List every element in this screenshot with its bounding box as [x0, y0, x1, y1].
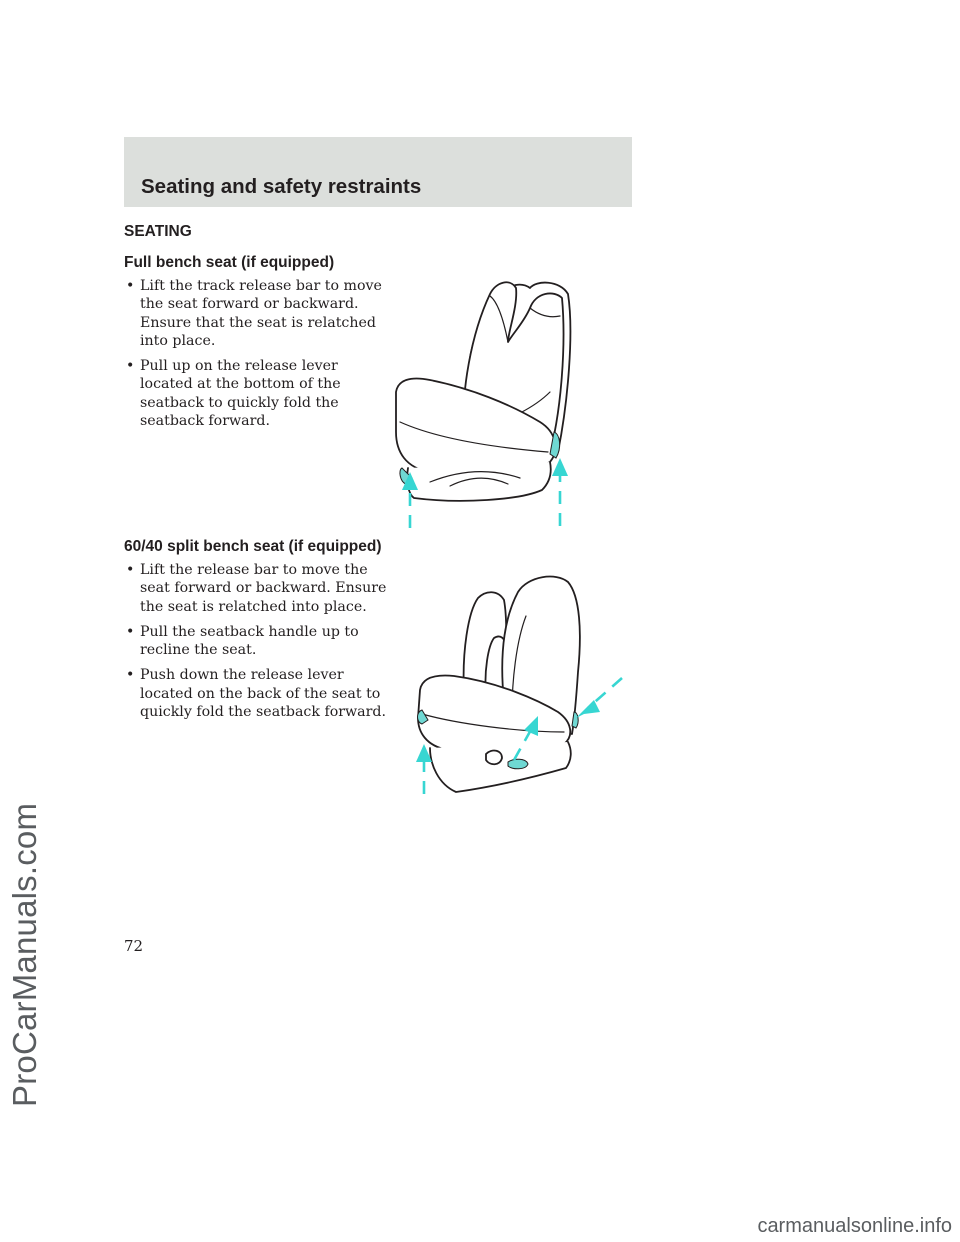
full-bench-seat-illustration: [390, 272, 590, 530]
list-item: • Pull up on the release lever located at the bottom of the seatback to quickly fold the seatback forward.: [126, 358, 341, 430]
bullet-list-full-bench: [124, 277, 394, 437]
recline-knob-icon: [486, 751, 502, 765]
subsection-heading-split-bench: 60/40 split bench seat (if equipped): [124, 538, 382, 555]
seatback-handle-icon: [508, 759, 528, 769]
list-item: • Push down the release lever located on the back of the seat to quickly fold the seatback forward.: [126, 667, 387, 721]
arrow-head-up-icon: [552, 458, 568, 476]
bullet-glyph: •: [126, 278, 135, 294]
list-item: • Pull the seatback handle up to recline the seat.: [126, 623, 359, 659]
page-header-title: Seating and safety restraints: [141, 175, 422, 198]
list-item: • Lift the track release bar to move the seat forward or backward. Ensure that the seat is relatched into place.: [126, 278, 382, 349]
footer-watermark: carmanualsonline.info: [757, 1215, 952, 1237]
split-bench-seat-illustration: [408, 572, 630, 802]
bullet-glyph: •: [126, 667, 135, 684]
subsection-heading-full-bench: Full bench seat (if equipped): [124, 254, 335, 271]
side-watermark: ProCarManuals.com: [6, 802, 43, 1107]
arrow-head-down-left-icon: [576, 700, 600, 718]
bullet-glyph: •: [126, 562, 135, 578]
bullet-list-split-bench: [124, 561, 394, 728]
section-title: SEATING: [124, 223, 192, 240]
seat-base: [430, 742, 571, 792]
bullet-glyph: •: [126, 358, 135, 375]
page-number: 72: [124, 937, 144, 955]
seat-base: [407, 462, 550, 501]
header-band: [124, 137, 632, 207]
bullet-glyph: •: [126, 623, 135, 640]
list-item: • Lift the release bar to move the seat forward or backward. Ensure the seat is relatched into place.: [126, 562, 387, 615]
